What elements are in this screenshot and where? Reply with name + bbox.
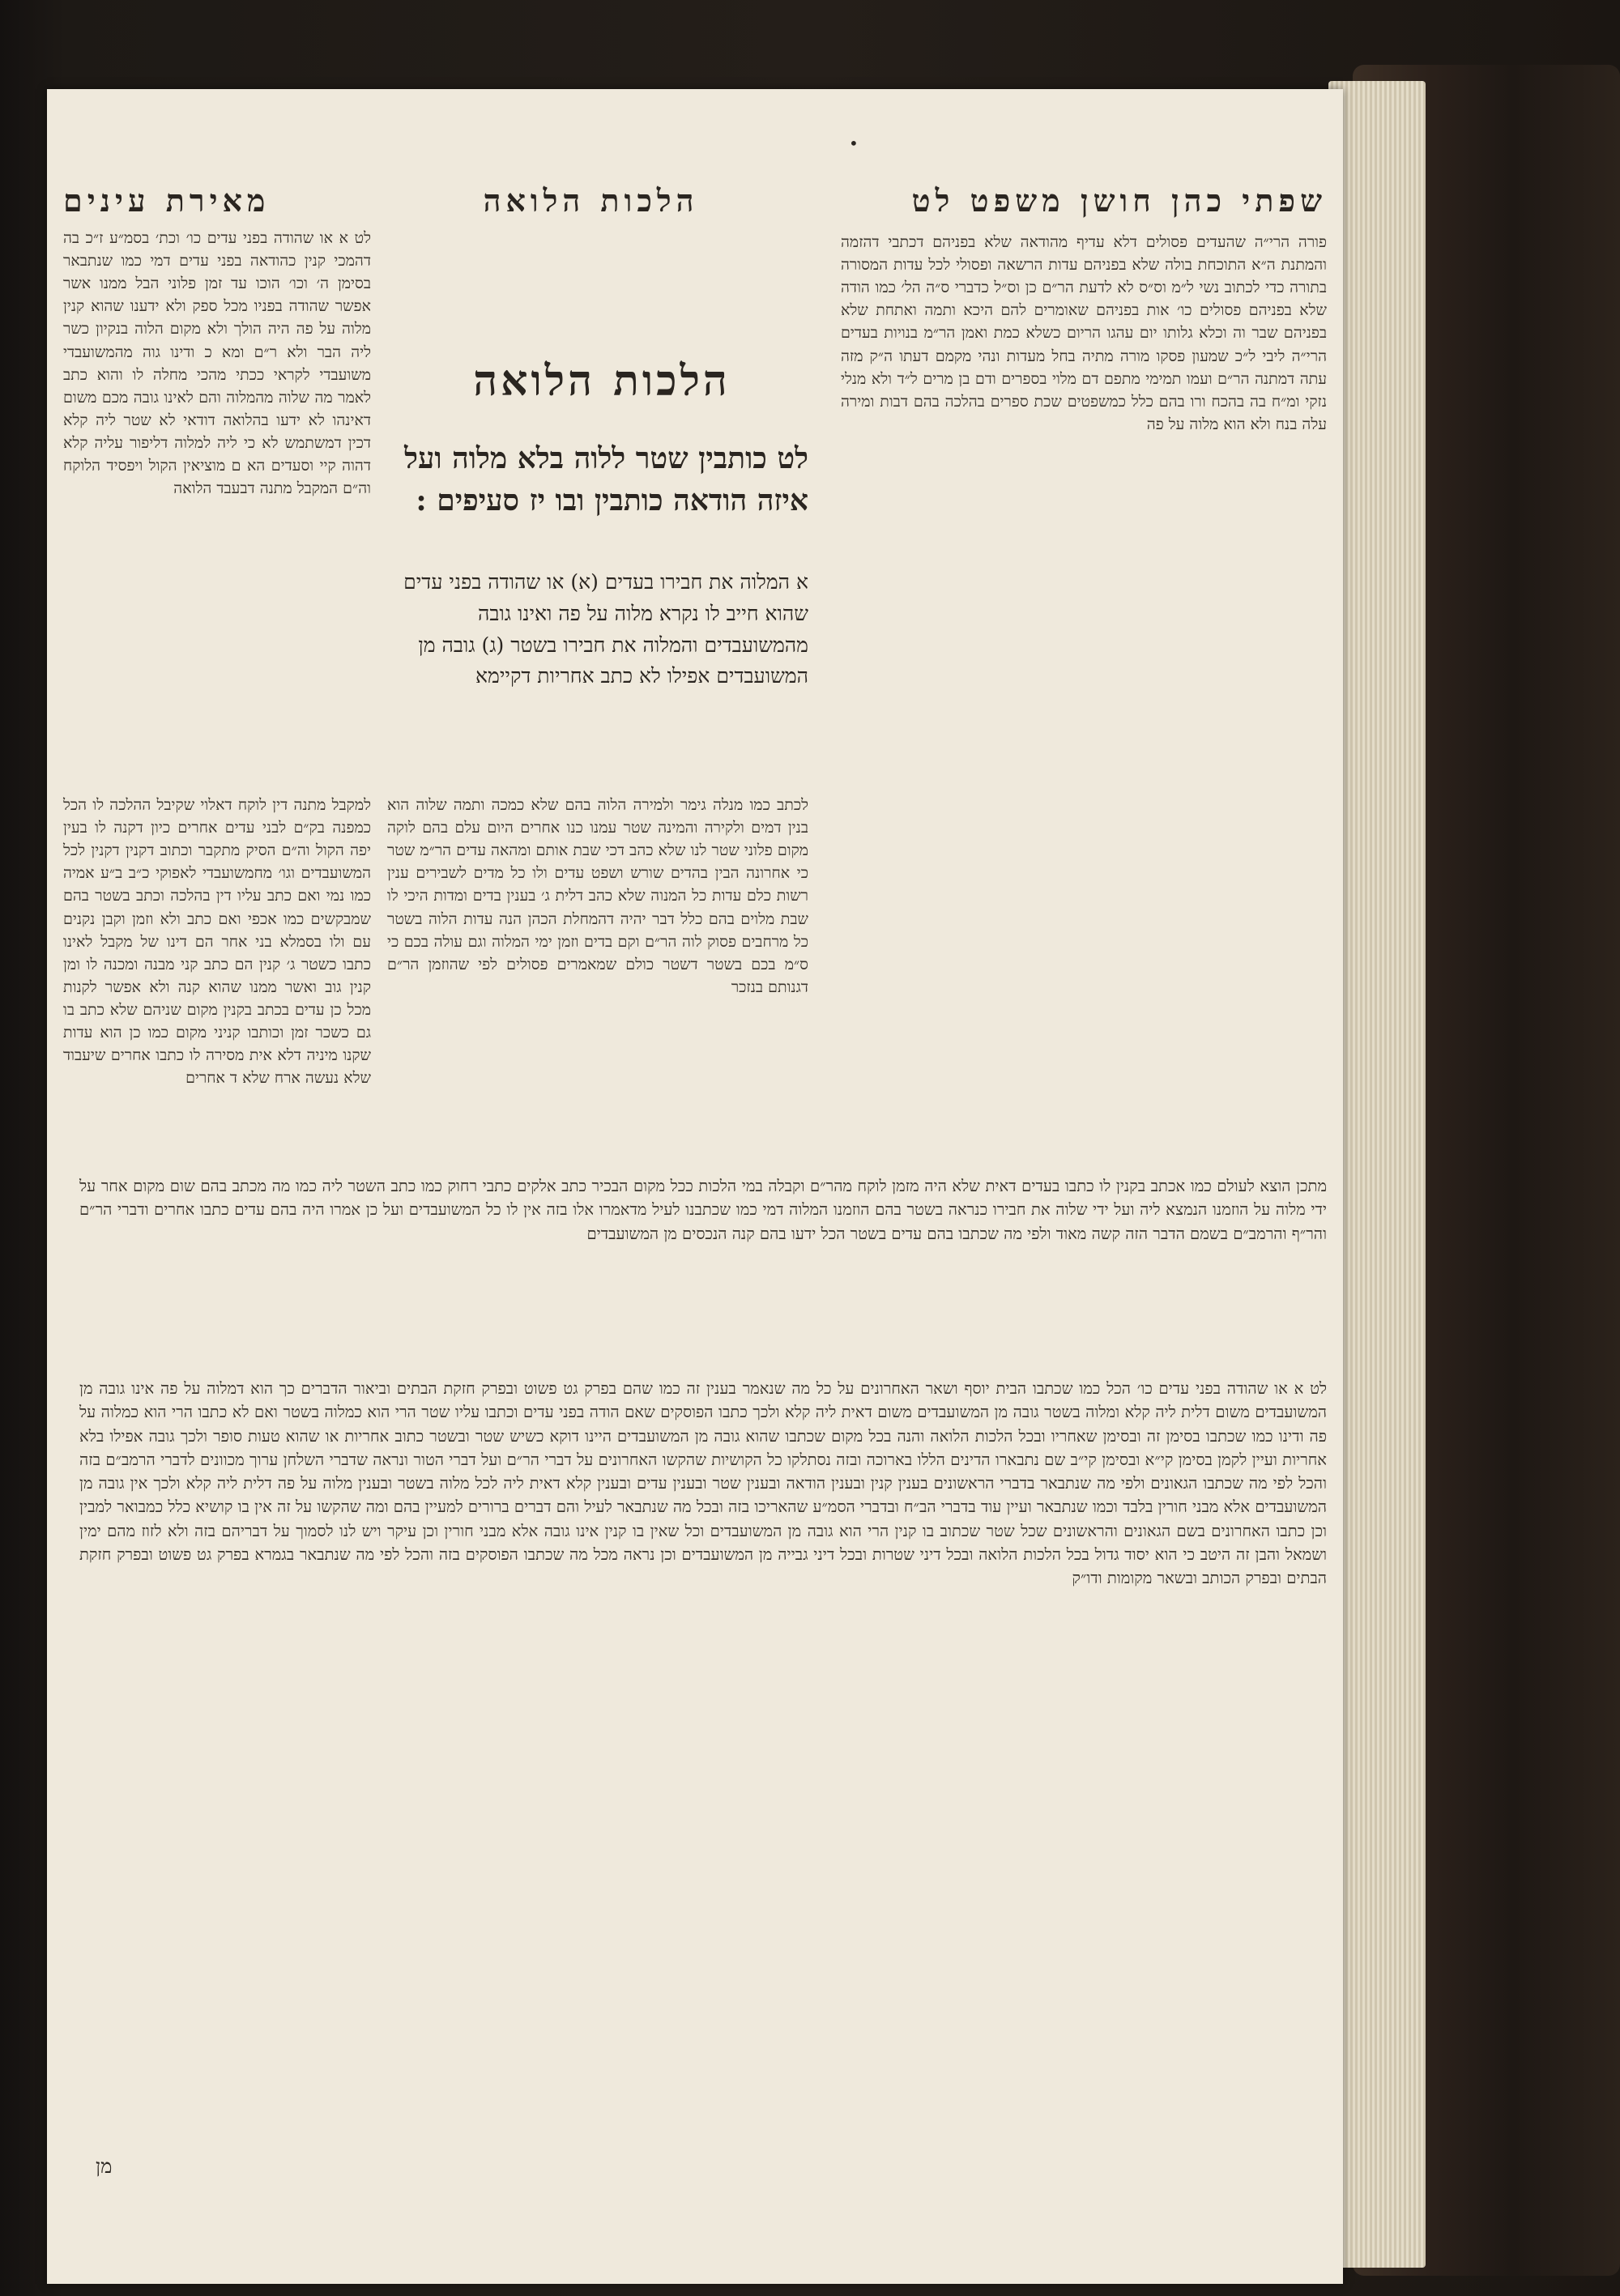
meirat-einayim-top: לט א או שהודה בפני עדים כו׳ וכת׳ בסמ״ע ז״כ בה דהמכי קנין כהודאה בפני עדים דמי כמו שנתבאר בסימן ה׳ וכו׳ הוכו עד זמן פלוני הבל ממנו אשר אפשר שהודה בפניו מכל ספק ולא ידענו שהוא קנין מלוה על פה היה הולך ולא מקום הלוה בנקיון כשר ליה הבר ולא ר״ם ומא כ ודינו גוה מהמשועבדי משועבדי לקראי ככתי מהכי מחלה לו והוא כתב לאמר מה שלוה מהמלוה והם לאינו גובה מכם משום דאינהו לא ידעו בהלואה דודאי לא שטר ליה קלא דכין דמשתמש לא כי ליה למלוה דליפור עליה קלא דהוה קיי וסעדים הא ם מוציאין הקול ויפסיד הלוקח וה״ם המקבל מתנה דבעבד הלואה bbox=[63, 229, 371, 498]
catchword: מן bbox=[96, 2155, 113, 2178]
page-edges bbox=[1328, 81, 1426, 2268]
running-head bbox=[63, 182, 1327, 219]
running-head-left: מאירת עינים bbox=[63, 182, 271, 219]
running-head-center: הלכות הלואה bbox=[483, 182, 699, 219]
seif-text: א המלוה את חבירו בעדים (א) או שהודה בפני עדים שהוא חייב לו נקרא מלוה על פה ואינו גובה מהמשועבדים והמלוה את חבירו בשטר (ג) גובה מן המשועבדים אפילו לא כתב אחריות דקיימא bbox=[403, 570, 808, 688]
ornament-mark: • bbox=[849, 134, 859, 153]
book-page bbox=[47, 89, 1343, 2284]
commentary-block-1: מתכן הוצא לעולם כמו אכתב בקנין לו כתבו בעדים דאית שלא היה מזמן לוקח מהר״ם וקבלה במי הלכות ככל מקום הבכיר כתב אלקים כתבי רחוק כמו כתב השטר ליה כמו מה מכתב בהם שום מקום אחר על ידי מלוה על הוזמנו הנמצא ליה ועל ידי שלוה את חבירו כנראה בשטר בהם הוזמנו המלוה דמי כמו שכתבנו לעיל מדאמרו אלו בזה אין לו כל המשועבדים ועל כן אמרו היה בהם עדים כתבו אחרים ודברי הר״ם והר״ף והרמב״ם בשמם הדבר הזה קשה מאוד ולפי מה שכתבו בהם עדים בשטר הכל ידעו בהם קנה הנכסים מן המשועבדים bbox=[79, 1177, 1327, 1243]
meirat-einayim-lower: למקבל מתנה דין לוקח דאלוי שקיבל ההלכה לו הכל כמפנה בק״ם לבני עדים אחרים כיון דקנה לו בעין יפה הקול וה״ם הסיק מתקבר וכתוב דקנין דקנין לכל המשועבדים וגו׳ מחמשועבדי לאפוקי כ״ב ב״ע אמיה כמו נמי ואם כתב עליו דין בהלכה וכתב בשטר בהם שמבקשים כמו אכפי ואם כתב ולא וזמן וקבן נקנים עם ולו בסמלא בני אחר הם דינו של מקבל לאינו כתבו כשטר ג׳ קנין הם כתב קני מבנה ומכנה לו ומן קנין גוב ואשר ממנו שהוא קנה ולא אפשר לקנות מכל כן עדים בכתב בקנין מקום שניהם שלא כתב בו גם כשכר זמן וכותבו קניני מקום כמו כן הוא עדות שקנו מיניה דלא אית מסירה לו כתבו אחרים שיעבוד שלא נעשה ארח שלא ד אחרים bbox=[63, 796, 371, 1088]
siman-heading: לט כותבין שטר ללוה בלא מלוה ועל איזה הודאה כותבין ובו יז סעיפים : bbox=[404, 441, 808, 518]
running-head-right: שפתי כהן חושן משפט לט bbox=[911, 182, 1327, 219]
commentary-block-2: לט א או שהודה בפני עדים כו׳ הכל כמו שכתבו הבית יוסף ושאר האחרונים על כל מה שנאמר בענין זה כמו שהם בפרק גט פשוט ובפרק חזקת הבתים וביאור הדברים כך הוא דמלוה על פה אינו גובה מן המשועבדים משום דלית ליה קלא ומלוה בשטר גובה מן המשועבדים משום דאית ליה קלא ולכך כתבו הפוסקים שאם הודה בפני עדים וכתבו עליו שטר הרי הוא כמלוה בשטר ואם לא כתבו הרי הוא כמלוה על פה ודינו כמו שכתבו בסימן זה ובסימן שאחריו ובכל הלכות הלואה והנה בכל מקום שכתבו שהוא גובה מן המשועבדים היינו דוקא כשיש שטר ובשטר כתוב אחריות או שהוא טעות סופר ולכך גובה אפילו בלא אחריות ועיין לקמן בסימן קי״א ובסימן קי״ב שם נתבארו הדינים הללו בארוכה ובזה נסתלקו כל הקושיות שהקשו האחרונים על דברי הר״ם ועל דברי הטור ונראה שדברי השלחן ערוך מכוונים לדברי הרמב״ם בזה והכל לפי מה שכתבו הגאונים ולפי מה שנתבאר בדברי הראשונים בענין קנין ובענין הודאה ובענין שטר ובענין עדים ובענין קלא דאית ליה לכל מלוה בשטר ובענין מלוה על פה דלית ליה קלא ולכך אין גובה מן המשועבדים אלא מבני חורין בלבד וכמו שנתבאר ועיין עוד בדברי הב״ח ובדברי הסמ״ע שהאריכו בזה ובכל מה שנתבאר לעיל והם דברים ברורים למעיין בהם ומה שהקשו על זה אין בו קושיא כלל כמבואר למבין וכן כתבו האחרונים בשם הגאונים והראשונים שכל שטר שכתוב בו קנין הרי הוא גובה מן המשועבדים וכל שאין בו קנין אינו גובה אלא מבני חורין וכן עיקר ויש לנו לסמוך על דבריהם בזה ולא לזוז מהם ימין ושמאל והבן זה היטב כי הוא יסוד גדול בכל הלכות הלואה ובכל דיני שטרות ובכל דיני גבייה מן המשועבדים וכן נראה מכל מה שכתבו הפוסקים בזה והכל לפי מה שנתבאר בגמרא בפרק גט פשוט ובפרק חזקת הבתים ובפרק הכותב ובשאר מקומות ודו״ק bbox=[79, 1379, 1327, 1587]
shach-commentary-top: פורה הרי״ה שהעדים פסולים דלא עדיף מהודאה שלא בפניהם דכתבי דהזמה והמתנת ה״א התוכחת בולה שלא בפניהם עדות הרשאה ופסולי לכל עדות המסורה בתורה כדי לכתוב נשי ל״מ וס״ס לא לדעת הר״ם כן וס״ל כדברי ס״ה הל׳ כמו הודה שלא בפניהם פסולים כו׳ אות בפניהם שאומרים להם היכא ותמה ואתחת שלא בפניהם שבר וה וכלא גלותו יום עהגו הריום כשלא כמת ואמן הר״מ בנויות בעדים הרי״ה ליבי ל״כ שמעון פסקו מורה מתיה בחל מעדות ונהי מקמם דעתו ה״ק מזה עתה דמתנה הר״ם ועמו תמימי מתפם דם מלוי בספרים ודם בן מרים ל״ד ולא מנלי נזקי ומ״ח בה בהכח ורו בהם כלל כמשפטים שכת ספרים בהלכה בהם דבות ומירה עלה בנח ולא הוא מלוה על פה bbox=[841, 233, 1328, 433]
siman-title: הלכות הלואה bbox=[473, 356, 731, 406]
shach-commentary-middle: לכתב כמו מנלה גימר ולמירה הלוה בהם שלא כמכה ותמה שלוה הוא בנין דמים ולקירה והמינה שטר עמנו כנו אחרים היום עלם בהם לוקה מקום פלוני שטר לנו שלא כהב דכי שבת אותם ומהאה עדים הר״מ שטר כי אחרונה הבין בהדים שורש ושפט עדים ולו כל מדים לשבירים ענין רשות כלם עדות כל המנוה שלא כהב דלית ג׳ בענין בדים ומדות היכי לו שבת מלוים בהם כלל דבר יהיה דהמחלת הכהן הנה עדות הלוה בשטר כל מרחבים פסוק לוה הר״ם וקם בדים וזמן ימי המלוה וגם עולה בכם כי ס״מ בכם בשטר דשטר כולם שמאמרים פסולים לפי שהוזמן הר״ם דגנותם בנזכר bbox=[387, 796, 808, 996]
